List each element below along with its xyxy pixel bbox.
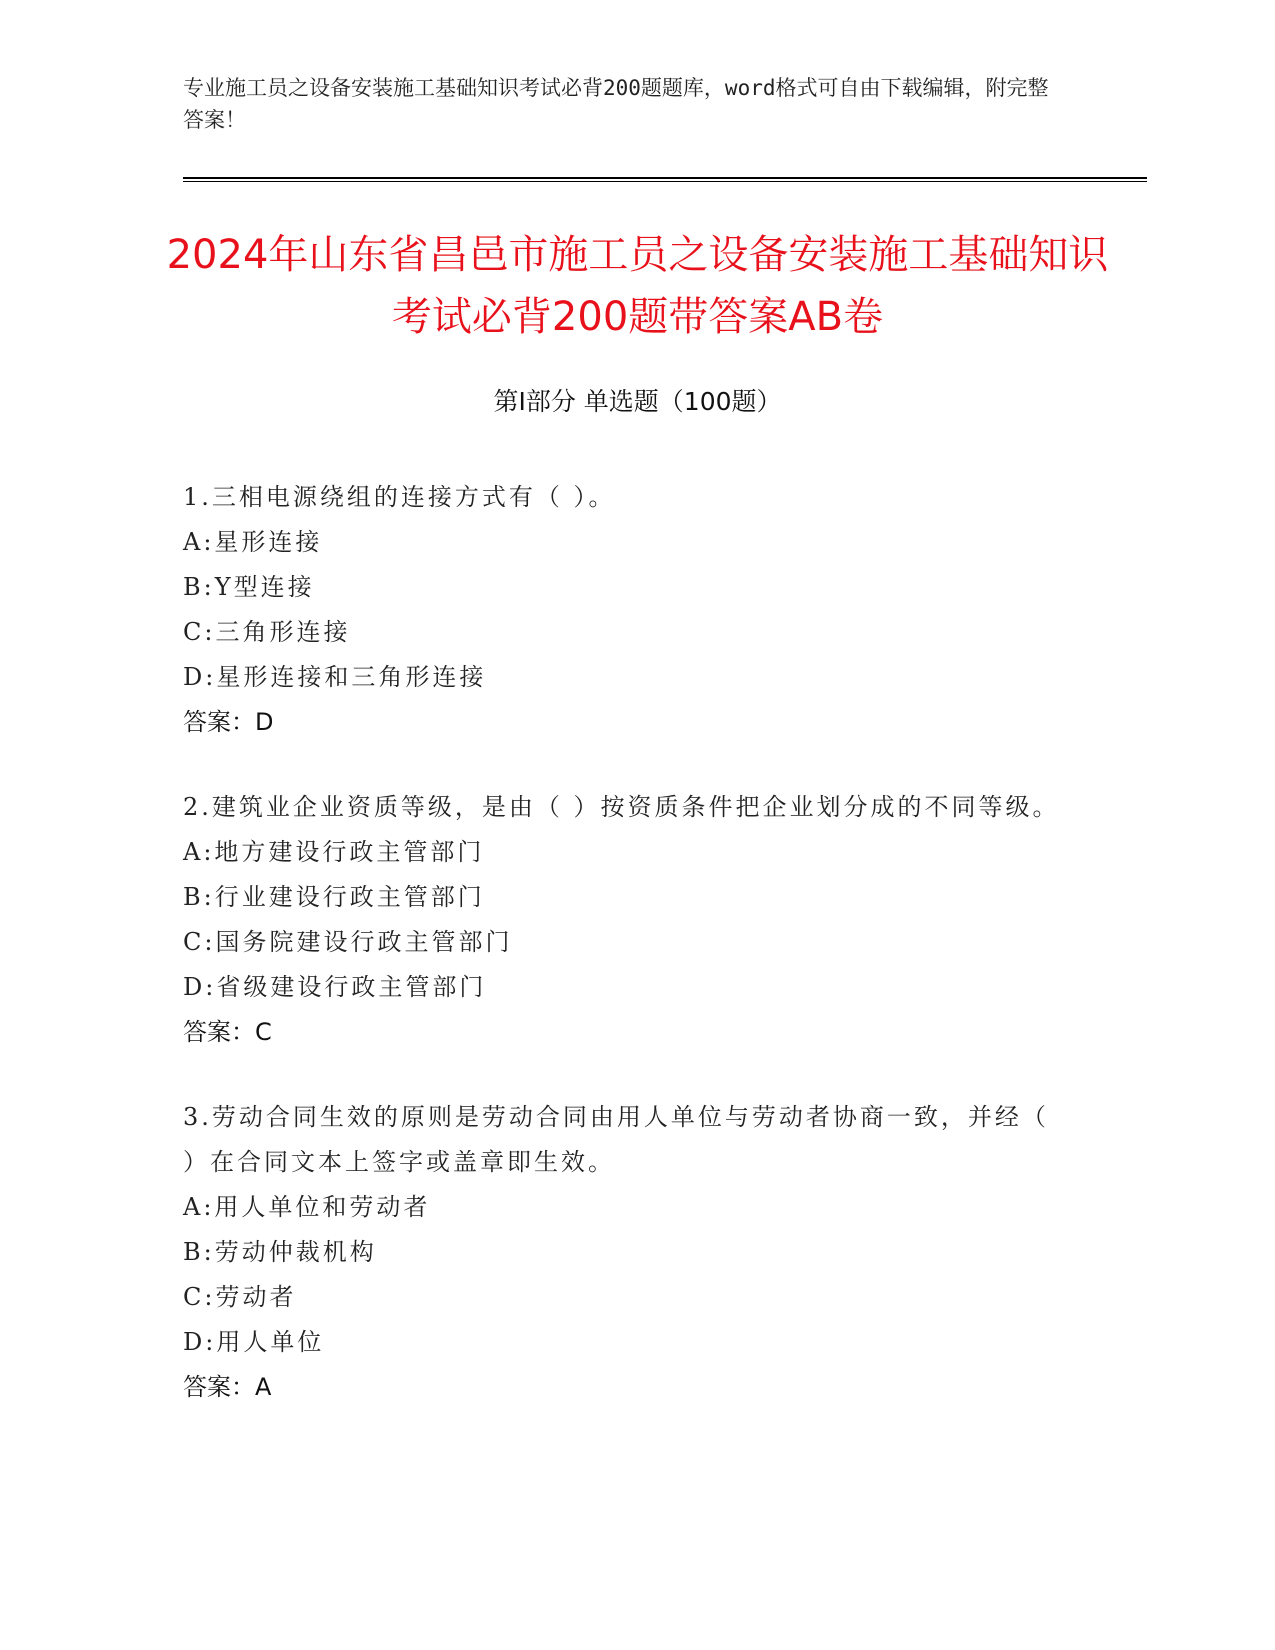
section-heading: 第Ⅰ部分 单选题（100题） bbox=[493, 387, 782, 416]
option-b: B:行业建设行政主管部门 bbox=[183, 883, 485, 911]
answer: 答案：D bbox=[183, 708, 274, 736]
question-list bbox=[183, 475, 1063, 1450]
option-c: C:国务院建设行政主管部门 bbox=[183, 928, 513, 956]
header-divider-thick bbox=[183, 177, 1147, 179]
option-a: A:用人单位和劳动者 bbox=[183, 1193, 431, 1221]
header-note: 专业施工员之设备安装施工基础知识考试必背200题题库，word格式可自由下载编辑，附完整答案！ bbox=[183, 76, 1049, 132]
question-2 bbox=[183, 785, 1063, 1055]
option-c: C:三角形连接 bbox=[183, 618, 351, 646]
option-a: A:地方建设行政主管部门 bbox=[183, 838, 485, 866]
question-stem: 3.劳动合同生效的原则是劳动合同由用人单位与劳动者协商一致，并经（ ）在合同文本上签字或盖章即生效。 bbox=[183, 1103, 1049, 1176]
header-divider-thin bbox=[183, 181, 1147, 182]
question-3 bbox=[183, 1095, 1063, 1410]
answer: 答案：C bbox=[183, 1018, 272, 1046]
option-b: B:劳动仲裁机构 bbox=[183, 1238, 377, 1266]
option-d: D:星形连接和三角形连接 bbox=[183, 663, 487, 691]
option-b: B:Y型连接 bbox=[183, 573, 315, 601]
question-1 bbox=[183, 475, 1063, 745]
option-c: C:劳动者 bbox=[183, 1283, 297, 1311]
document-title: 2024年山东省昌邑市施工员之设备安装施工基础知识考试必背200题带答案AB卷 bbox=[166, 232, 1109, 340]
answer: 答案：A bbox=[183, 1373, 272, 1401]
option-d: D:省级建设行政主管部门 bbox=[183, 973, 487, 1001]
question-stem: 1.三相电源绕组的连接方式有（ ）。 bbox=[183, 483, 616, 511]
question-stem: 2.建筑业企业资质等级，是由（ ）按资质条件把企业划分成的不同等级。 bbox=[183, 793, 1060, 821]
option-d: D:用人单位 bbox=[183, 1328, 325, 1356]
option-a: A:星形连接 bbox=[183, 528, 323, 556]
